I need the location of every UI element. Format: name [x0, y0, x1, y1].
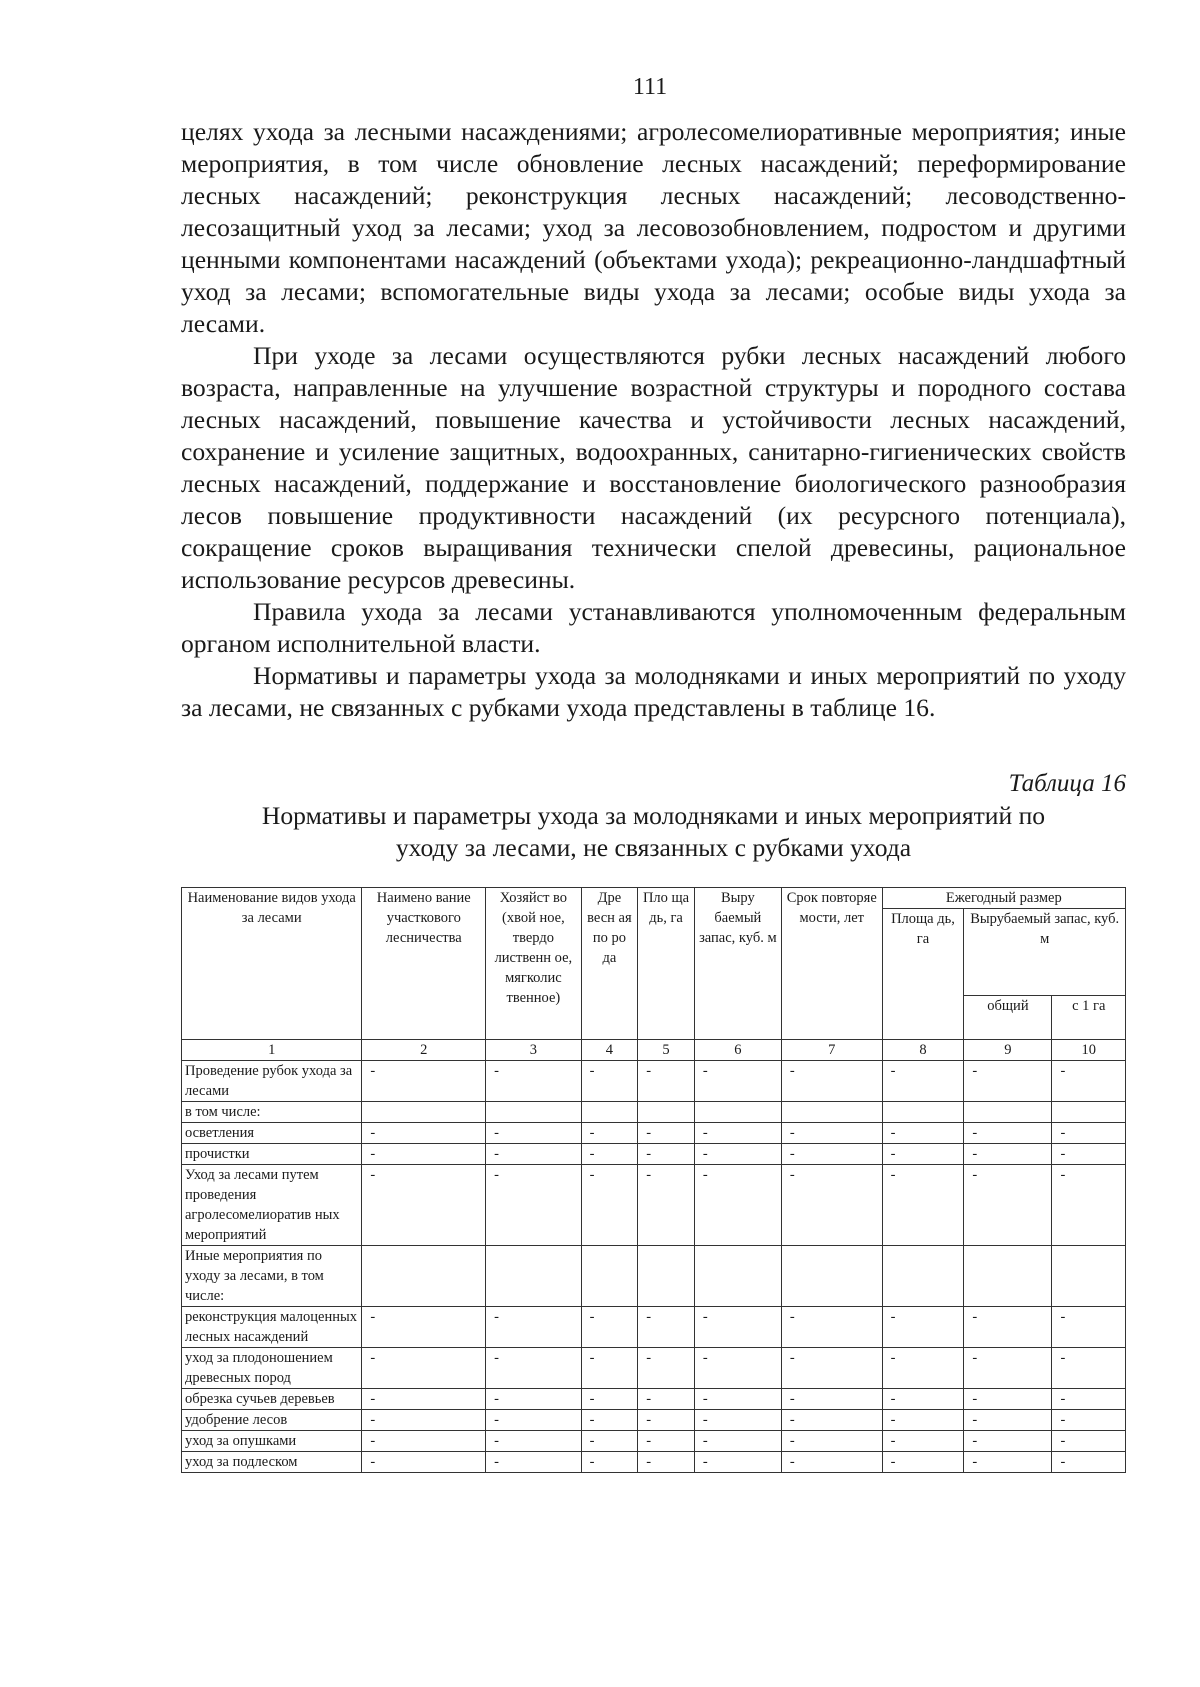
row-name: Уход за лесами путем проведения агролесомелиоратив ных мероприятий — [182, 1165, 362, 1246]
row-value: - — [1052, 1431, 1126, 1452]
row-value: - — [638, 1389, 695, 1410]
row-value: - — [581, 1307, 638, 1348]
row-value — [882, 1246, 964, 1307]
row-value: - — [362, 1389, 486, 1410]
table-row — [182, 1246, 1126, 1307]
row-value: - — [486, 1061, 581, 1102]
row-value: - — [1052, 1389, 1126, 1410]
column-number: 1 — [182, 1040, 362, 1061]
row-value: - — [882, 1452, 964, 1473]
row-value: - — [581, 1144, 638, 1165]
header-period: Срок повторяе мости, лет — [781, 888, 882, 1040]
row-name: реконструкция малоценных лесных насаждений — [182, 1307, 362, 1348]
row-value: - — [486, 1144, 581, 1165]
row-value: - — [362, 1410, 486, 1431]
header-annual-stock: Вырубаемый запас, куб. м — [964, 909, 1126, 996]
row-value: - — [638, 1144, 695, 1165]
row-value: - — [1052, 1410, 1126, 1431]
row-value: - — [781, 1307, 882, 1348]
header-stock-per-ha: с 1 га — [1052, 995, 1126, 1039]
row-value: - — [486, 1410, 581, 1431]
row-value: - — [781, 1165, 882, 1246]
row-value: - — [1052, 1452, 1126, 1473]
row-value: - — [638, 1410, 695, 1431]
row-value: - — [882, 1348, 964, 1389]
header-farm: Хозяйст во (хвой ное, твердо лиственн ое, мягколис твенное) — [486, 888, 581, 1040]
row-value: - — [781, 1410, 882, 1431]
column-number: 10 — [1052, 1040, 1126, 1061]
row-value — [694, 1102, 781, 1123]
row-value: - — [1052, 1348, 1126, 1389]
row-value: - — [964, 1410, 1052, 1431]
row-value: - — [581, 1410, 638, 1431]
row-value: - — [362, 1123, 486, 1144]
row-value: - — [694, 1452, 781, 1473]
row-value: - — [1052, 1123, 1126, 1144]
row-value: - — [581, 1431, 638, 1452]
row-value: - — [1052, 1061, 1126, 1102]
row-value: - — [486, 1165, 581, 1246]
paragraph-2: При уходе за лесами осуществляются рубки лесных насаждений любого возраста, направленные на улучшение возрастной структуры и породного состава лесных насаждений, повышение качества и устойчивости лесных насаждений, сохранение и усиление защитных, водоохранных, санитарно-гигиенических свойств лесных насаждений, поддержание и восстановление биологического разнообразия лесов повышение продуктивности насаждений (их ресурсного потенциала), сокращение сроков выращивания технически спелой древесины, рациональное использование ресурсов древесины. — [181, 341, 1126, 594]
row-value — [964, 1102, 1052, 1123]
table-body — [182, 1061, 1126, 1473]
row-value: - — [362, 1348, 486, 1389]
column-number: 6 — [694, 1040, 781, 1061]
column-number: 3 — [486, 1040, 581, 1061]
row-value: - — [1052, 1165, 1126, 1246]
row-value: - — [781, 1452, 882, 1473]
row-value: - — [781, 1123, 882, 1144]
row-value: - — [882, 1123, 964, 1144]
row-name: осветления — [182, 1123, 362, 1144]
row-value: - — [882, 1389, 964, 1410]
row-value: - — [638, 1452, 695, 1473]
header-annual-area: Площа дь, га — [882, 909, 964, 1040]
row-name: Иные мероприятия по уходу за лесами, в том числе: — [182, 1246, 362, 1307]
header-name: Наименование видов ухода за лесами — [182, 888, 362, 1040]
row-name: удобрение лесов — [182, 1410, 362, 1431]
row-value — [581, 1102, 638, 1123]
header-annual: Ежегодный размер — [882, 888, 1125, 909]
row-value: - — [781, 1389, 882, 1410]
table-title — [181, 800, 1126, 864]
row-value: - — [882, 1061, 964, 1102]
header-area: Пло ща дь, га — [638, 888, 695, 1040]
column-number: 7 — [781, 1040, 882, 1061]
body-text — [181, 116, 1126, 724]
row-value — [781, 1246, 882, 1307]
row-value: - — [638, 1165, 695, 1246]
row-value: - — [781, 1348, 882, 1389]
row-value: - — [964, 1348, 1052, 1389]
row-value: - — [964, 1389, 1052, 1410]
row-value: - — [581, 1123, 638, 1144]
row-value — [882, 1102, 964, 1123]
row-value — [486, 1102, 581, 1123]
page-number: 111 — [632, 74, 668, 100]
row-value: - — [362, 1452, 486, 1473]
row-value: - — [781, 1061, 882, 1102]
column-number: 9 — [964, 1040, 1052, 1061]
row-value: - — [882, 1410, 964, 1431]
table-row — [182, 1165, 1126, 1246]
table-row — [182, 1452, 1126, 1473]
table-label: Таблица 16 — [1008, 770, 1126, 797]
row-value: - — [694, 1144, 781, 1165]
row-value: - — [882, 1431, 964, 1452]
table-row — [182, 1431, 1126, 1452]
row-value: - — [964, 1123, 1052, 1144]
row-value: - — [694, 1389, 781, 1410]
row-value: - — [581, 1061, 638, 1102]
row-value: - — [964, 1144, 1052, 1165]
row-value — [362, 1102, 486, 1123]
paragraph-4: Нормативы и параметры ухода за молодняками и иных мероприятий по уходу за лесами, не связанных с рубками ухода представлены в таблице 16. — [181, 661, 1126, 722]
table-row — [182, 1348, 1126, 1389]
row-value — [694, 1246, 781, 1307]
row-value: - — [486, 1123, 581, 1144]
header-stock-total: общий — [964, 995, 1052, 1039]
row-value: - — [638, 1307, 695, 1348]
row-value: - — [581, 1165, 638, 1246]
header-forestry: Наимено вание участкового лесничества — [362, 888, 486, 1040]
row-value: - — [694, 1165, 781, 1246]
row-value: - — [964, 1165, 1052, 1246]
column-number: 2 — [362, 1040, 486, 1061]
row-value — [1052, 1102, 1126, 1123]
row-value — [362, 1246, 486, 1307]
row-value: - — [1052, 1307, 1126, 1348]
header-stock: Выру баемый запас, куб. м — [694, 888, 781, 1040]
row-value: - — [882, 1165, 964, 1246]
row-value: - — [694, 1410, 781, 1431]
row-value: - — [694, 1061, 781, 1102]
row-value: - — [694, 1307, 781, 1348]
row-value: - — [781, 1144, 882, 1165]
table-row — [182, 1307, 1126, 1348]
row-name: уход за плодоношением древесных пород — [182, 1348, 362, 1389]
row-value: - — [964, 1452, 1052, 1473]
row-value — [581, 1246, 638, 1307]
row-value: - — [486, 1431, 581, 1452]
row-value: - — [694, 1431, 781, 1452]
table-row — [182, 1410, 1126, 1431]
row-value — [781, 1102, 882, 1123]
row-name: Проведение рубок ухода за лесами — [182, 1061, 362, 1102]
table-row — [182, 1123, 1126, 1144]
row-value: - — [581, 1348, 638, 1389]
row-value — [638, 1246, 695, 1307]
row-value: - — [882, 1307, 964, 1348]
row-value: - — [964, 1307, 1052, 1348]
paragraph-3: Правила ухода за лесами устанавливаются уполномоченным федеральным органом исполнительной власти. — [181, 597, 1126, 658]
row-value — [964, 1246, 1052, 1307]
column-number-row — [182, 1040, 1126, 1061]
row-name: в том числе: — [182, 1102, 362, 1123]
row-value: - — [694, 1348, 781, 1389]
row-value: - — [964, 1061, 1052, 1102]
row-value — [486, 1246, 581, 1307]
paragraph-1: целях ухода за лесными насаждениями; агролесомелиоративные мероприятия; иные мероприятия, в том числе обновление лесных насаждений; переформирование лесных насаждений; реконструкция лесных насаждений; лесоводственно-лесозащитный уход за лесами; уход за лесовозобновлением, подростом и другими ценными компонентами насаждений (объектами ухода); рекреационно-ландшафтный уход за лесами; вспомогательные виды ухода за лесами; особые виды ухода за лесами. — [181, 117, 1126, 338]
row-value: - — [781, 1431, 882, 1452]
row-value: - — [882, 1144, 964, 1165]
row-value: - — [362, 1165, 486, 1246]
row-value — [1052, 1246, 1126, 1307]
row-value: - — [638, 1348, 695, 1389]
column-number: 4 — [581, 1040, 638, 1061]
row-name: прочистки — [182, 1144, 362, 1165]
column-number: 5 — [638, 1040, 695, 1061]
table-row — [182, 1144, 1126, 1165]
row-name: уход за опушками — [182, 1431, 362, 1452]
row-value: - — [694, 1123, 781, 1144]
row-value: - — [362, 1061, 486, 1102]
row-value: - — [964, 1431, 1052, 1452]
row-value: - — [486, 1307, 581, 1348]
row-name: обрезка сучьев деревьев — [182, 1389, 362, 1410]
row-value: - — [638, 1431, 695, 1452]
row-value: - — [638, 1061, 695, 1102]
table-row — [182, 1061, 1126, 1102]
row-value: - — [362, 1307, 486, 1348]
norms-table — [181, 887, 1126, 1473]
row-value: - — [486, 1389, 581, 1410]
row-value — [638, 1102, 695, 1123]
row-value: - — [638, 1123, 695, 1144]
row-value: - — [362, 1431, 486, 1452]
row-value: - — [486, 1452, 581, 1473]
row-value: - — [581, 1452, 638, 1473]
table-row — [182, 1389, 1126, 1410]
row-name: уход за подлеском — [182, 1452, 362, 1473]
row-value: - — [581, 1389, 638, 1410]
row-value: - — [1052, 1144, 1126, 1165]
table-title-line-1: Нормативы и параметры ухода за молодняками и иных мероприятий по — [261, 801, 1046, 830]
table-row — [182, 1102, 1126, 1123]
row-value: - — [362, 1144, 486, 1165]
row-value: - — [486, 1348, 581, 1389]
column-number: 8 — [882, 1040, 964, 1061]
table-title-line-2: уходу за лесами, не связанных с рубками ухода — [395, 833, 912, 862]
header-species: Дре весн ая по ро да — [581, 888, 638, 1040]
